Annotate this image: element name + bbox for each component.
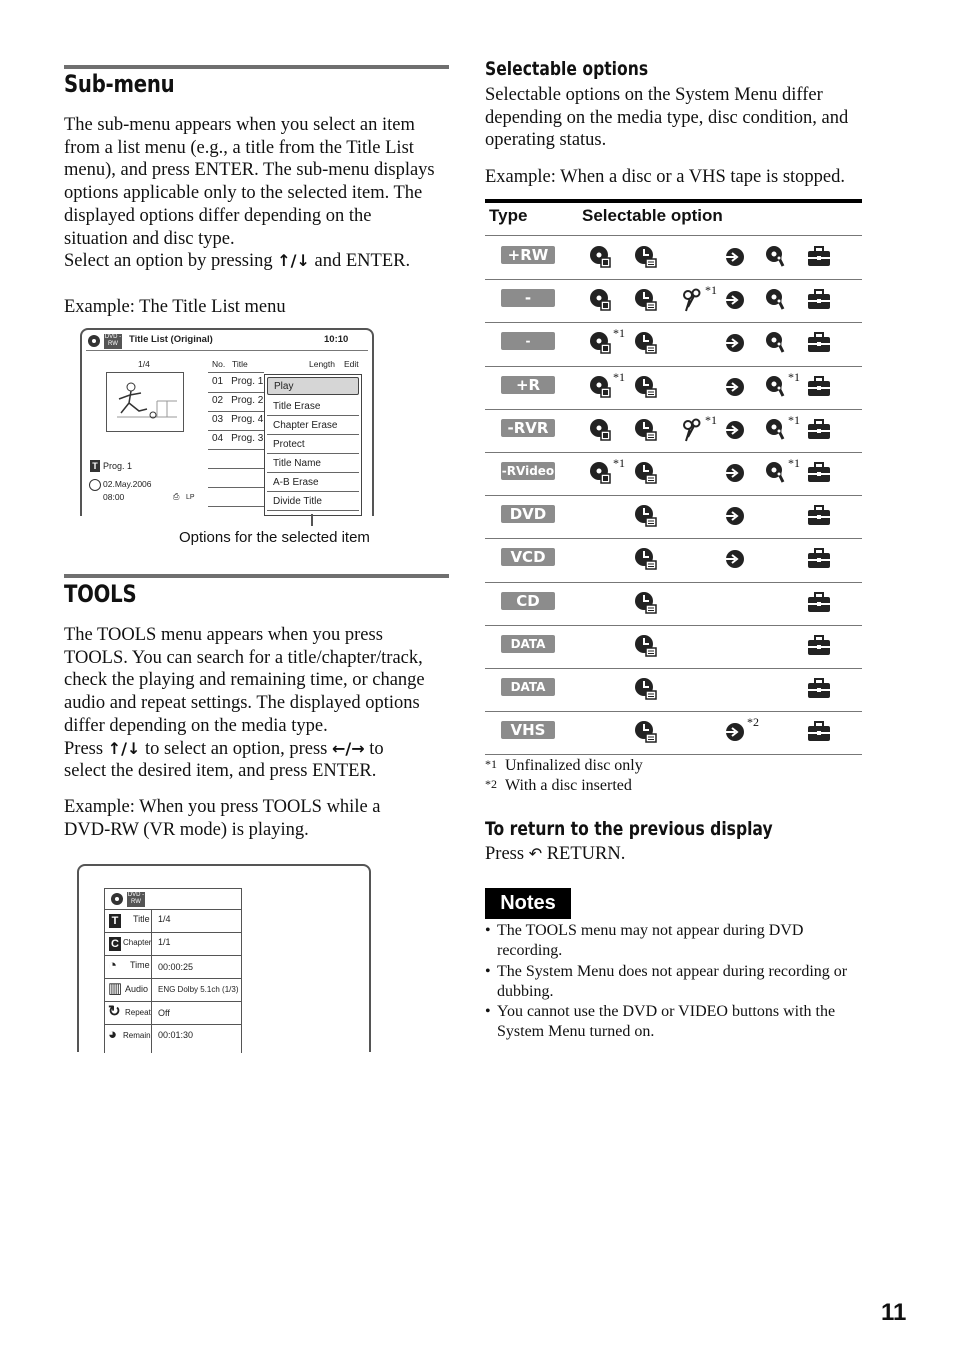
timer-icon [633, 503, 655, 527]
media-type-badge: -RWVR [502, 289, 554, 326]
disc-icon [88, 335, 100, 347]
tools-icon [806, 633, 828, 657]
dubbing-icon [722, 330, 744, 354]
tools-icon [806, 546, 828, 570]
info-mode: LP [186, 494, 195, 501]
text-line: operating status. [485, 130, 607, 151]
tools-icon [806, 374, 828, 398]
submenu-paragraph [64, 114, 454, 273]
tools-row-audio[interactable]: ▥ Audio ENG Dolby 5.1ch (1/3) [105, 979, 241, 1002]
title-icon: T [90, 460, 100, 472]
tools-row-time[interactable]: ◔ Time 00:00:25 [105, 956, 241, 979]
setup-icon [763, 287, 785, 311]
footnote-2: $^{*2}$ With a disc inserted [485, 777, 632, 794]
text-line: depending on the media type, disc condition, and [485, 107, 849, 128]
timer-icon [633, 546, 655, 570]
title-list-screen [80, 328, 374, 516]
title-list-icon [588, 417, 610, 441]
submenu-example: Example: The Title List menu [64, 297, 286, 317]
title-list-icon [588, 460, 610, 484]
dubbing-icon [722, 460, 744, 484]
footnote-mark: *2 [747, 715, 759, 730]
media-type-badge: DVD [501, 505, 555, 523]
list-item: • You cannot use the DVD or VIDEO buttons with the System Menu turned on. [485, 1002, 870, 1043]
setup-icon [763, 374, 785, 398]
footnote-mark: *1 [705, 283, 717, 298]
tools-icon [806, 417, 828, 441]
media-type-badge: DATA DVD [501, 678, 555, 696]
tools-icon [806, 287, 828, 311]
tools-icon [806, 330, 828, 354]
tools-icon [806, 244, 828, 268]
footnote-mark: *1 [705, 412, 717, 427]
lock-icon: ⎙ [173, 492, 180, 501]
title-list-icon [588, 374, 610, 398]
col-option-header: Selectable option [582, 206, 723, 225]
text-line: The TOOLS menu appears when you press [64, 625, 383, 645]
timer-icon [633, 590, 655, 614]
tools-row-chapter[interactable]: C Chapter 1/1 [105, 933, 241, 956]
select-instruction: Select an option by pressing ↑/↓ and ENTER. [64, 251, 411, 272]
menu-item-play[interactable]: Play [267, 377, 359, 395]
title-list-icon [588, 330, 610, 354]
return-heading: To return to the previous display [485, 818, 773, 840]
menu-item-ab-erase[interactable]: A-B Erase [267, 474, 359, 492]
list-item[interactable]: 01 Prog. 1 [208, 373, 264, 393]
tools-heading: TOOLS [64, 580, 137, 608]
tools-paragraph [64, 624, 454, 783]
clock-icon [89, 479, 101, 491]
notes-label: Notes [485, 888, 571, 919]
text-line: differ depending on the media type. [64, 715, 328, 736]
footnote-mark: *1 [788, 412, 800, 427]
notes-list [485, 921, 870, 1043]
list-item: • The TOOLS menu may not appear during DVD recording. [485, 921, 870, 962]
dubbing-icon [722, 417, 744, 441]
sub-menu-popup [264, 374, 362, 516]
callout-caption: Options for the selected item [179, 529, 370, 546]
timer-icon [633, 460, 655, 484]
footnote-mark: *1 [788, 456, 800, 470]
callout-line [311, 514, 313, 526]
tools-menu-screen [77, 864, 371, 1052]
title-icon: T [109, 914, 121, 928]
col-title-header: Title [232, 359, 248, 369]
timer-icon [633, 287, 655, 311]
return-instruction: Press ↶ RETURN. [485, 844, 626, 864]
media-type-badge: VHS [501, 721, 555, 739]
dubbing-icon [722, 374, 744, 398]
list-item[interactable]: 04 Prog. 3 [208, 430, 264, 450]
timer-icon [633, 244, 655, 268]
section-rule-submenu [64, 65, 449, 69]
media-type-badge: VCD [501, 548, 555, 566]
setup-icon [763, 244, 785, 268]
text-line: Example: When you press TOOLS while a [64, 797, 381, 817]
page-number: 11 [881, 1299, 907, 1326]
text-line: check the playing and remaining time, or change [64, 670, 425, 691]
section-rule-tools [64, 574, 449, 578]
selectable-example: Example: When a disc or a VHS tape is stopped. [485, 167, 845, 187]
timer-icon [633, 330, 655, 354]
tools-icon [806, 460, 828, 484]
menu-item-protect[interactable]: Protect [267, 436, 359, 454]
tools-example [64, 796, 381, 841]
chapter-icon: C [109, 937, 121, 951]
footnote-1: $^{*1}$ Unfinalized disc only [485, 757, 643, 774]
menu-item-title-erase[interactable]: Title Erase [267, 398, 359, 416]
tools-icon [806, 676, 828, 700]
timer-icon [633, 676, 655, 700]
menu-item-chapter-erase[interactable]: Chapter Erase [267, 417, 359, 435]
edit-icon [680, 417, 702, 441]
return-icon: ↶ [528, 844, 543, 863]
left-right-arrow-icon: ←/→ [331, 738, 365, 758]
text-line: DVD-RW (VR mode) is playing. [64, 819, 309, 840]
timer-icon [633, 374, 655, 398]
title-list-title: Title List (Original) [129, 334, 213, 345]
info-time: 08:00 [103, 492, 125, 502]
media-type-badge: -RVR [501, 419, 555, 437]
dubbing-icon [722, 287, 744, 311]
text-line: options applicable only to the selected item. The [64, 183, 423, 204]
tools-icon [806, 503, 828, 527]
submenu-heading: Sub-menu [64, 70, 175, 98]
media-type-badge: +R [501, 376, 555, 394]
media-type-badge: CD [501, 592, 555, 610]
list-item[interactable]: 02 Prog. 2 [208, 392, 264, 412]
list-item [208, 468, 264, 488]
edit-icon [680, 287, 702, 311]
col-type-header: Type [489, 206, 528, 225]
setup-icon [763, 330, 785, 354]
footnote-mark: *1 [613, 369, 625, 384]
tools-row-remain[interactable]: ◕ Remain 00:01:30 [108, 1026, 194, 1043]
dubbing-icon [722, 244, 744, 268]
dubbing-icon [722, 503, 744, 527]
repeat-icon: ↻ [108, 1003, 121, 1020]
up-down-arrow-icon: ↑/↓ [107, 738, 141, 758]
dubbing-icon [722, 546, 744, 570]
media-type-badge: -RWVideo [501, 334, 562, 367]
text-line: audio and repeat settings. The displayed options [64, 693, 420, 714]
col-length-header: Length [309, 359, 335, 369]
menu-item-title-name[interactable]: Title Name [267, 455, 359, 473]
list-item [208, 449, 264, 469]
list-item: • The System Menu does not appear during recording or dubbing. [485, 962, 870, 1003]
selectable-heading: Selectable options [485, 58, 649, 80]
media-type-badge: +RW [501, 246, 555, 264]
list-item[interactable]: 03 Prog. 4 [208, 411, 264, 431]
text-line: Selectable options on the System Menu differ [485, 85, 823, 105]
text-line: from a list menu (e.g., a title from the Title List [64, 137, 414, 158]
text-line: menu), and press ENTER. The sub-menu displays [64, 160, 435, 181]
text-line: displayed options differ depending on the [64, 205, 372, 226]
tools-row-title[interactable]: T Title 1/4 [105, 910, 241, 933]
tools-icon [806, 590, 828, 614]
timer-icon [633, 633, 655, 657]
info-date: 02.May.2006 [103, 479, 152, 489]
page-indicator: 1/4 [138, 359, 150, 369]
dvd-rw-badge: DVD -RW [104, 334, 122, 347]
timer-icon [633, 417, 655, 441]
title-list-icon [588, 287, 610, 311]
clock-readout: 10:10 [324, 334, 349, 345]
menu-item-divide-title[interactable]: Divide Title [267, 493, 359, 511]
press-instruction: Press ↑/↓ to select an option, press ←/→ to [64, 738, 384, 759]
audio-icon: ▥ [108, 980, 123, 997]
disc-icon [111, 893, 123, 905]
text-line: The sub-menu appears when you select an item [64, 115, 415, 135]
time-icon: ◔ [108, 957, 118, 974]
header-divider [86, 350, 368, 351]
table-top-rule [485, 199, 862, 203]
thumbnail-image [106, 372, 184, 432]
up-down-arrow-icon: ↑/↓ [277, 251, 310, 271]
tools-menu-panel [104, 888, 242, 1053]
footnote-mark: *1 [613, 326, 625, 341]
dubbing-icon [722, 719, 744, 743]
list-item [208, 487, 264, 507]
setup-icon [763, 417, 785, 441]
timer-icon [633, 719, 655, 743]
col-no-header: No. [212, 359, 226, 369]
selectable-paragraph [485, 84, 885, 152]
dvd-rw-badge: DVD -RW [127, 892, 145, 905]
media-type-badge: DATA CD [501, 635, 555, 653]
setup-icon [763, 460, 785, 484]
info-title: Prog. 1 [103, 461, 133, 471]
col-edit-header: Edit [344, 359, 359, 369]
footnote-mark: *1 [788, 369, 800, 384]
footnote-mark: *1 [613, 456, 625, 470]
tools-icon [806, 719, 828, 743]
text-line: TOOLS. You can search for a title/chapter/track, [64, 647, 423, 668]
media-type-badge: -RVideo [501, 464, 555, 478]
program-list [208, 372, 264, 513]
title-list-icon [588, 244, 610, 268]
tools-row-repeat[interactable]: ↻ Repeat Off [105, 1002, 241, 1025]
text-line: select the desired item, and press ENTER. [64, 761, 377, 782]
remain-icon: ◕ [108, 1026, 118, 1043]
text-line: situation and disc type. [64, 228, 235, 249]
